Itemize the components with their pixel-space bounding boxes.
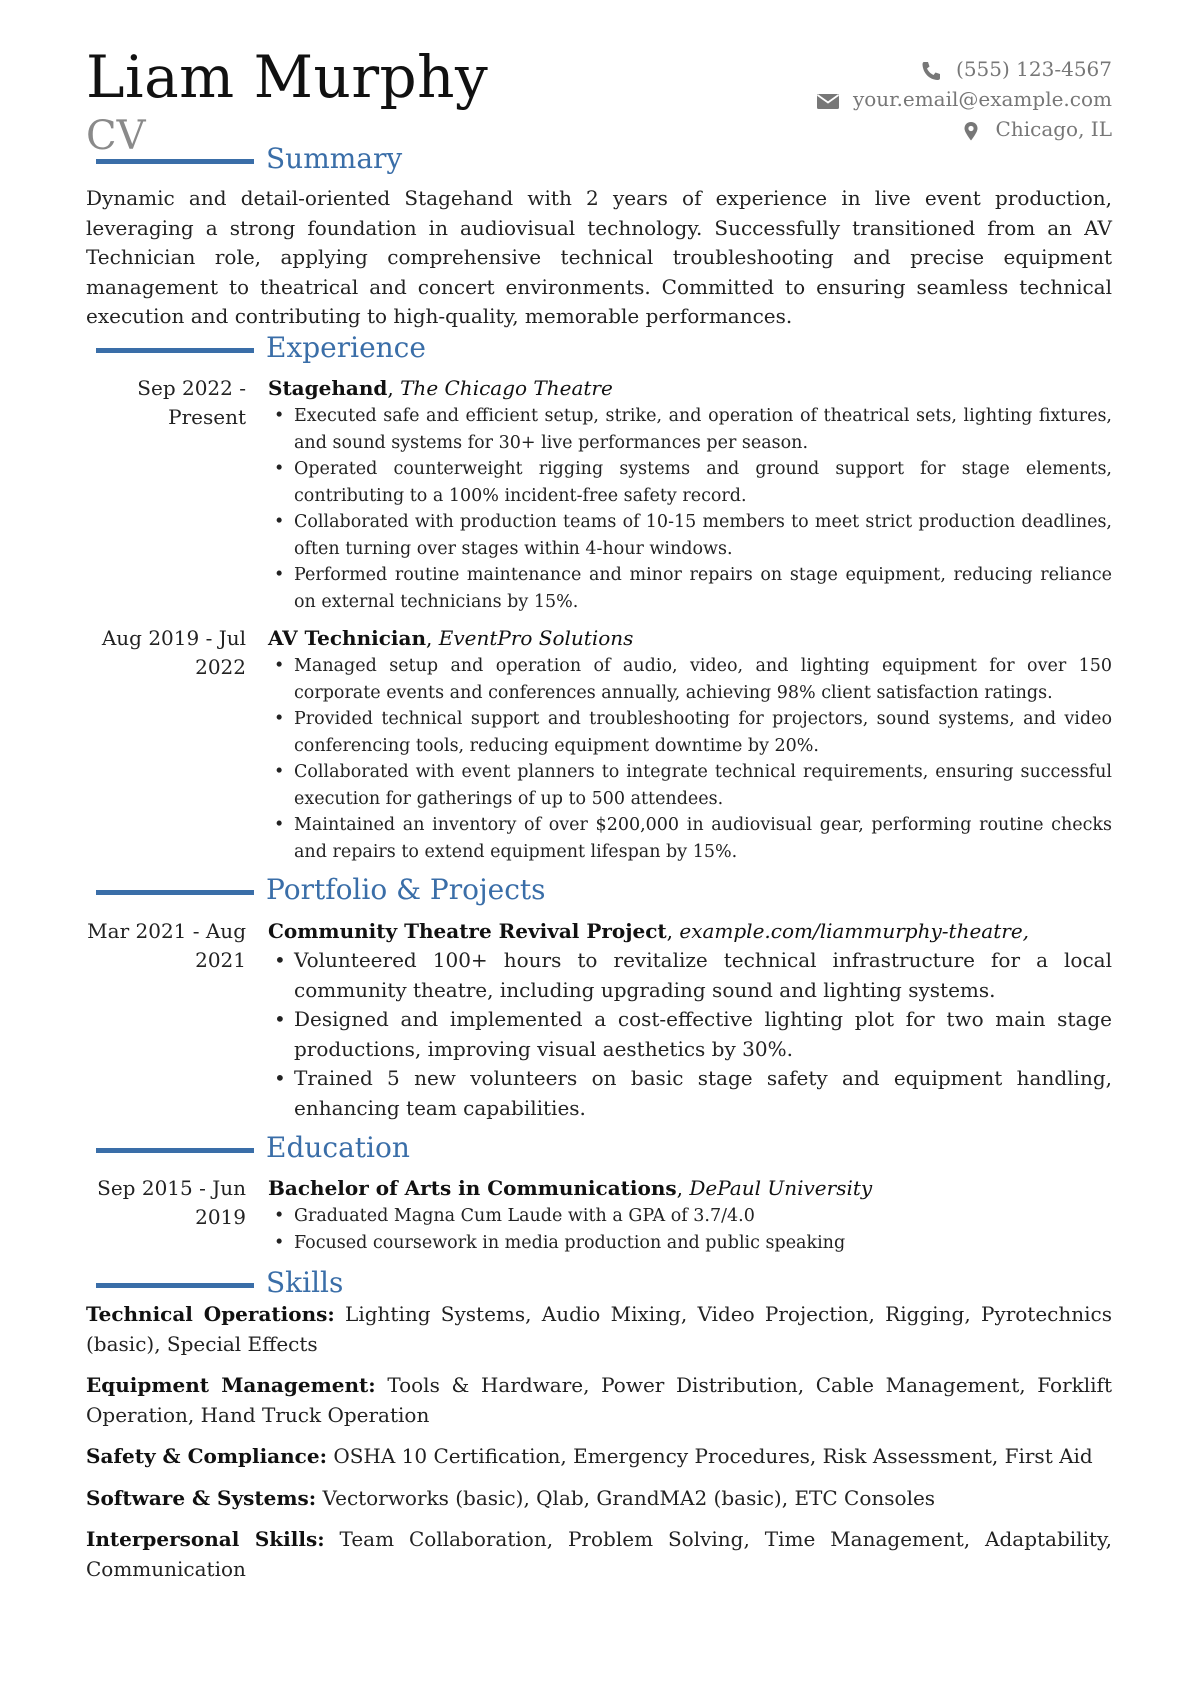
skill-row [86, 1484, 1112, 1514]
employer: EventPro Solutions [438, 626, 634, 650]
section-skills-heading [96, 1268, 343, 1298]
list-item: • Collaborated with event planners to integrate technical requirements, ensuring successful execution for gatherings of up to 500 attendees. [268, 759, 1112, 812]
job-title: AV Technician [268, 626, 426, 650]
list-item: • Volunteered 100+ hours to revitalize technical infrastructure for a local community theatre, including upgrading sound and lighting systems. [268, 946, 1112, 1005]
bullet-list [268, 653, 1112, 865]
section-rule [96, 159, 254, 164]
project-title: Community Theatre Revival Project [268, 919, 667, 943]
contact-email [815, 84, 1112, 114]
skill-values: OSHA 10 Certification, Emergency Procedures, Risk Assessment, First Aid [333, 1444, 1093, 1468]
person-name: Liam Murphy [86, 43, 489, 111]
school: DePaul University [689, 1176, 873, 1200]
skill-values: Lighting Systems, Audio Mixing, Video Projection, Rigging, Pyrotechnics (basic), Special Effects [86, 1302, 1113, 1356]
list-item: • Performed routine maintenance and minor repairs on stage equipment, reducing reliance on external technicians by 15%. [268, 562, 1112, 615]
skill-values: Tools & Hardware, Power Distribution, Cable Management, Forklift Operation, Hand Truck Operation [86, 1373, 1112, 1427]
list-item: • Managed setup and operation of audio, video, and lighting equipment for over 150 corporate events and conferences annually, achieving 98% client satisfaction ratings. [268, 653, 1112, 706]
skill-category: Equipment Management: [86, 1373, 376, 1397]
section-rule [96, 1283, 254, 1288]
entry-date: Mar 2021 - Aug 2021 [87, 919, 246, 972]
map-marker-icon [958, 119, 984, 139]
list-item: • Provided technical support and troubleshooting for projectors, sound systems, and video conferencing tools, reducing equipment downtime by 20%. [268, 706, 1112, 759]
entry-heading: AV Technician, EventPro Solutions [268, 626, 634, 650]
phone-icon [918, 59, 944, 79]
skill-row [86, 1442, 1112, 1472]
entry-body [268, 1174, 1112, 1256]
contact-location [815, 114, 1112, 144]
bullet-list [268, 403, 1112, 615]
job-title: Stagehand [268, 376, 388, 400]
section-title: Experience [266, 331, 426, 364]
list-item: • Designed and implemented a cost-effective lighting plot for two main stage productions, improving visual aesthetics by 30%. [268, 1005, 1112, 1064]
project-link[interactable]: example.com/liammurphy-theatre, [679, 919, 1030, 943]
skill-category: Software & Systems: [86, 1485, 317, 1510]
section-portfolio-heading [96, 875, 546, 905]
envelope-icon [815, 89, 841, 109]
entry-date: Aug 2019 - Jul 2022 [101, 626, 246, 679]
entry-date: Sep 2022 - Present [137, 376, 246, 429]
summary-text: Dynamic and detail-oriented Stagehand with 2 years of experience in live event production, leveraging a strong foundation in audiovisual technology. Successfully transitioned from an AV Technician role, applying comprehensive technical troubleshooting and precise equipment management to theatrical and concert environments. Committed to ensuring seamless technical execution and contributing to high-quality, memorable performances. [86, 186, 1112, 328]
bullet-list [268, 1203, 1112, 1256]
entry-heading: Bachelor of Arts in Communications, DePaul University [268, 1176, 873, 1200]
entry-date: Sep 2015 - Jun 2019 [97, 1176, 246, 1229]
contact-block [815, 54, 1112, 144]
list-item: • Focused coursework in media production and public speaking [268, 1230, 1112, 1257]
section-title: Portfolio & Projects [266, 873, 546, 906]
list-item: • Trained 5 new volunteers on basic stage safety and equipment handling, enhancing team capabilities. [268, 1064, 1112, 1123]
section-title: Education [266, 1131, 410, 1164]
section-title: Summary [266, 142, 403, 175]
entry-body [268, 917, 1112, 1123]
location-text: Chicago, IL [995, 117, 1112, 141]
skill-values: Team Collaboration, Problem Solving, Time Management, Adaptability, Communication [86, 1527, 1112, 1581]
skill-values: Vectorworks (basic), Qlab, GrandMA2 (basic), ETC Consoles [322, 1485, 936, 1510]
list-item: • Operated counterweight rigging systems and ground support for stage elements, contributing to a 100% incident-free safety record. [268, 456, 1112, 509]
document-subtitle: CV [86, 113, 146, 159]
list-item: • Collaborated with production teams of 10-15 members to meet strict production deadlines, often turning over stages within 4-hour windows. [268, 509, 1112, 562]
entry-heading: Stagehand, The Chicago Theatre [268, 376, 613, 400]
skill-row [86, 1371, 1112, 1430]
skill-row [86, 1300, 1112, 1359]
section-rule [96, 1148, 254, 1153]
section-title: Skills [266, 1266, 344, 1299]
section-rule [96, 348, 254, 353]
degree: Bachelor of Arts in Communications [268, 1176, 677, 1200]
section-experience-heading [96, 333, 426, 363]
employer: The Chicago Theatre [400, 376, 613, 400]
list-item: • Executed safe and efficient setup, strike, and operation of theatrical sets, lighting fixtures, and sound systems for 30+ live performances per season. [268, 403, 1112, 456]
skill-category: Safety & Compliance: [86, 1444, 327, 1468]
bullet-list [268, 946, 1112, 1123]
skill-category: Technical Operations: [86, 1302, 335, 1326]
section-rule [96, 890, 254, 895]
email-link[interactable]: your.email@example.com [852, 87, 1112, 111]
list-item: • Maintained an inventory of over $200,000 in audiovisual gear, performing routine checks and repairs to extend equipment lifespan by 15%. [268, 812, 1112, 865]
skill-row [86, 1525, 1112, 1584]
skill-category: Interpersonal Skills: [86, 1527, 325, 1551]
section-education-heading [96, 1133, 410, 1163]
section-summary-heading [96, 144, 402, 174]
entry-body [268, 624, 1112, 865]
entry-heading: Community Theatre Revival Project, example.com/liammurphy-theatre, [268, 919, 1030, 943]
phone-text[interactable]: (555) 123-4567 [956, 57, 1112, 81]
skills-list [86, 1300, 1112, 1596]
contact-phone [815, 54, 1112, 84]
entry-body [268, 374, 1112, 615]
list-item: • Graduated Magna Cum Laude with a GPA of 3.7/4.0 [268, 1203, 1112, 1230]
